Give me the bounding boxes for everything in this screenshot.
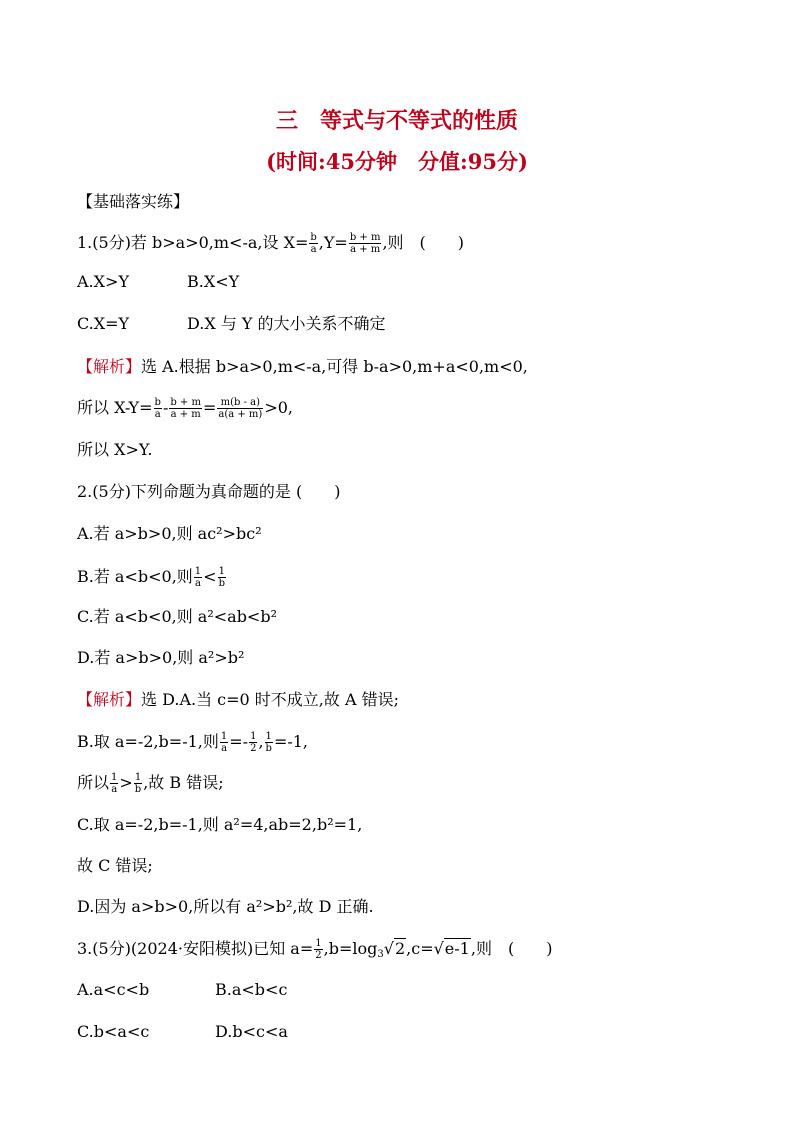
fraction-denominator: 2 <box>250 743 257 754</box>
q2-solution-line3: 所以 $\frac{1}{a}$ > $\frac{1}{b}$ ,故 B 错误; <box>77 772 224 795</box>
fraction-denominator: b <box>134 784 142 795</box>
fraction-numerator: 1 <box>315 938 322 949</box>
q2-option-a: A.若 a>b>0,则 ac²>bc² <box>77 524 262 543</box>
fraction-numerator: b <box>154 397 161 408</box>
q1-y-fraction <box>349 232 382 255</box>
fraction-numerator: 1 <box>134 772 142 783</box>
fraction-numerator: 1 <box>250 731 257 742</box>
fraction-numerator: 1 <box>220 731 228 742</box>
q3-stem-prefix: 3.(5分)(2024·安阳模拟)已知 a= <box>77 939 314 958</box>
fraction-denominator: a <box>221 743 228 754</box>
fraction-denominator: b <box>218 578 225 589</box>
q2-option-c: C.若 a<b<0,则 a²<ab<b² <box>77 607 277 626</box>
q2-sol3-fraction-2 <box>134 772 142 795</box>
q2-sol-fraction-2 <box>249 731 257 754</box>
q2-sol2-suffix: =-1, <box>273 732 309 751</box>
q2-solution-text: 选 D.A.当 c=0 时不成立,故 A 错误; <box>141 690 400 709</box>
fraction-denominator: a(a + m) <box>218 409 263 420</box>
page-title: 三 等式与不等式的性质 <box>275 108 518 134</box>
q3-log-base: 3 <box>377 949 384 960</box>
section-heading: 【基础落实练】 <box>77 192 190 211</box>
fraction-denominator: b <box>265 743 272 754</box>
q3-sqrt-2: √e-1 <box>433 939 470 958</box>
q2-sol-fraction-1 <box>220 731 228 754</box>
fraction-numerator: 1 <box>194 566 202 577</box>
fraction-denominator: a + m <box>170 409 201 420</box>
q3-stem-log: ,b=log <box>323 939 378 958</box>
q1-solution-line3: 所以 X>Y. <box>77 440 153 459</box>
fraction-numerator: 1 <box>265 731 272 742</box>
q1-solution-text: 选 A.根据 b>a>0,m<-a,可得 b-a>0,m+a<0,m<0, <box>141 357 528 376</box>
q3-stem-c: ,c= <box>406 939 434 958</box>
q2-solution-line2: B.取 a=-2,b=-1,则 $\frac{1}{a}$ =- $\frac{1}{2}$ , $\frac{1}{b}$ =-1, <box>77 731 309 754</box>
q1-solution-line1 <box>77 357 528 377</box>
q2-option-b: B.若 a<b<0,则 $\frac{1}{a}$ < $\frac{1}{b}$ <box>77 566 225 589</box>
q2-stem: 2.(5分)下列命题为真命题的是 ( ) <box>77 482 341 501</box>
q1-stem-suffix: ,则 ( ) <box>382 233 465 252</box>
q1-option-c: C.X=Y <box>77 314 130 333</box>
q1-stem-prefix: 1.(5分)若 b>a>0,m<-a,设 X= <box>77 233 309 252</box>
q1-option-b: B.X<Y <box>187 272 240 291</box>
q1-option-a: A.X>Y <box>77 272 129 291</box>
q2-optb-prefix: B.若 a<b<0,则 <box>77 567 193 586</box>
q2-sol2-prefix: B.取 a=-2,b=-1,则 <box>77 732 219 751</box>
fraction-denominator: 2 <box>315 950 322 961</box>
fraction-denominator: a <box>111 784 118 795</box>
q3-option-a: A.a<c<b <box>77 980 150 999</box>
q1-stem <box>77 232 464 255</box>
fraction-denominator: a <box>154 409 161 420</box>
q2-optb-fraction-1 <box>194 566 202 589</box>
q3-stem-suffix: ,则 ( ) <box>470 939 553 958</box>
fraction-numerator: m(b - a) <box>217 397 263 409</box>
q2-option-d: D.若 a>b>0,则 a²>b² <box>77 648 245 667</box>
fraction-denominator: a <box>310 244 317 255</box>
fraction-denominator: a + m <box>350 244 381 255</box>
q2-solution-line1 <box>77 690 399 710</box>
fraction-numerator: 1 <box>218 566 225 577</box>
q2-sol3-fraction-1 <box>110 772 118 795</box>
q2-optb-fraction-2 <box>218 566 226 589</box>
radicand: 2 <box>394 939 406 958</box>
fraction-denominator: a <box>195 578 201 589</box>
q1-sol-fraction-1 <box>154 397 162 420</box>
q3-sqrt-1: √2 <box>383 939 406 958</box>
q3-stem <box>77 938 552 961</box>
q1-option-d: D.X 与 Y 的大小关系不确定 <box>187 314 386 333</box>
fraction-numerator: b + m <box>170 397 201 408</box>
fraction-numerator: b + m <box>349 232 381 243</box>
q2-sol3-prefix: 所以 <box>77 773 110 792</box>
q1-sol2-prefix: 所以 X-Y= <box>77 398 153 417</box>
q1-solution-line2: 所以 X-Y= $\frac{b}{a}$ - $\frac{b + m}{a + m}$ = $\frac{m(b - a)}{a(a + m)}$ >0, <box>77 397 293 420</box>
solution-tag: 【解析】 <box>77 690 142 709</box>
solution-tag: 【解析】 <box>77 357 142 376</box>
q1-y-label: ,Y= <box>318 233 348 252</box>
q2-solution-line5: 故 C 错误; <box>77 856 153 875</box>
q1-sol2-suffix: >0, <box>264 398 293 417</box>
radicand: e-1 <box>444 939 470 958</box>
q1-sol-fraction-3 <box>217 397 263 420</box>
fraction-numerator: b <box>310 232 317 243</box>
q3-option-b: B.a<b<c <box>215 980 288 999</box>
q2-solution-line6: D.因为 a>b>0,所以有 a²>b²,故 D 正确. <box>77 897 374 916</box>
q2-solution-line4: C.取 a=-2,b=-1,则 a²=4,ab=2,b²=1, <box>77 815 363 834</box>
q3-option-d: D.b<c<a <box>215 1022 288 1041</box>
q2-sol-fraction-3 <box>265 731 273 754</box>
q1-x-fraction <box>309 232 317 255</box>
q2-sol3-suffix: ,故 B 错误; <box>143 773 224 792</box>
fraction-numerator: 1 <box>111 772 118 783</box>
q1-sol-fraction-2 <box>169 397 202 420</box>
page-subtitle: (时间:45分钟 分值:95分) <box>266 149 528 174</box>
q3-option-c: C.b<a<c <box>77 1022 150 1041</box>
q3-a-fraction <box>314 938 322 961</box>
